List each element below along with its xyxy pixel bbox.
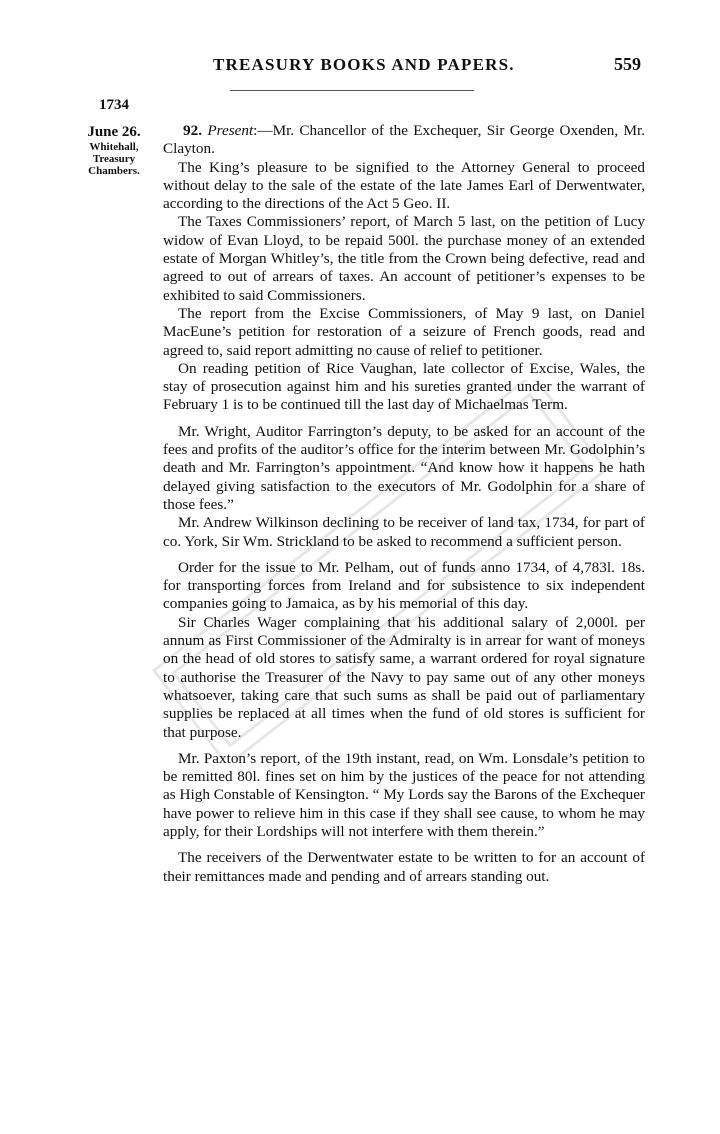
present-text: :—Mr. Chancellor of the Exchequer, Sir George Oxenden, Mr. Clayton. — [163, 122, 646, 158]
margin-place-line: Whitehall, — [89, 141, 139, 153]
entry-heading — [163, 122, 645, 159]
paragraph: The King’s pleasure to be signified to the Attorney General to proceed without delay to the sale of the estate of the late James Earl of Derwentwater, according to the directions of the Act 5 Geo. II. — [163, 158, 645, 213]
margin-year: 1734 — [99, 97, 129, 113]
running-title: TREASURY BOOKS AND PAPERS. — [213, 55, 515, 74]
margin-place-line: Chambers. — [88, 165, 140, 177]
paragraph: The Taxes Commissioners’ report, of March 5 last, on the petition of Lucy widow of Evan Lloyd, to be repaid 500l. the purchase money of an extended estate of Morgan Whitley’s, the title from the Crown being defective, read and agreed to out of arrears of taxes. An account of petitioner’s expenses to be exhibited to said Commissioners. — [163, 213, 645, 304]
paragraph: Sir Charles Wager complaining that his additional salary of 2,000l. per annum as First Commissioner of the Admiralty is in arrear for want of moneys on the head of old stores to satisfy same, a warrant ordered for royal signature to authorise the Treasurer of the Navy to pay same out of any other moneys whatsoever, taking care that such sums as shall be paid out of parliamentary supplies be replaced at all times when the fund of old stores is sufficient for that purpose. — [163, 613, 645, 741]
paragraph: Order for the issue to Mr. Pelham, out of funds anno 1734, of 4,783l. 18s. for transporting forces from Ireland and for subsistence to six independent companies going to Jamaica, as by his memorial of this day. — [163, 558, 645, 613]
paragraph: Mr. Wright, Auditor Farrington’s deputy, to be asked for an account of the fees and profits of the auditor’s office for the interim between Mr. Godolphin’s death and Mr. Farrington’s appointment. “And know how it happens he hath delayed giving satisfaction to the executors of Mr. Godolphin for a share of those fees.” — [163, 422, 645, 513]
margin-date: June 26. — [87, 124, 141, 140]
paragraph: The receivers of the Derwentwater estate to be written to for an account of their remittances made and pending and of arrears standing out. — [163, 849, 645, 885]
paragraph: Mr. Paxton’s report, of the 19th instant, read, on Wm. Lonsdale’s petition to be remitted 80l. fines set on him by the justices of the peace for not attending as High Constable of Kensington. “ My Lords say the Barons of the Exchequer have power to relieve him in this case if they shall see cause, to whom he may apply, for their Lordships will not interfere with them therein.” — [163, 749, 645, 840]
entry-body — [163, 122, 645, 886]
page-header — [0, 52, 720, 82]
margin-place — [74, 141, 154, 177]
paragraph: On reading petition of Rice Vaughan, late collector of Excise, Wales, the stay of prosecution against him and his sureties granted under the warrant of February 1 is to be continued till the last day of Michaelmas Term. — [163, 359, 645, 414]
page-number: 559 — [614, 54, 641, 74]
paragraph: Mr. Andrew Wilkinson declining to be receiver of land tax, 1734, for part of co. York, Sir Wm. Strickland to be asked to recommend a sufficient person. — [163, 514, 645, 550]
margin-note — [74, 97, 154, 177]
header-rule — [230, 90, 474, 92]
margin-place-line: Treasury — [92, 153, 136, 165]
entry-number: 92. — [183, 122, 202, 139]
paragraph: The report from the Excise Commissioners, of May 9 last, on Daniel MacEune’s petition for restoration of a seizure of French goods, read and agreed to, said report admitting no cause of relief to petitioner. — [163, 304, 645, 359]
present-label: Present — [207, 122, 254, 139]
